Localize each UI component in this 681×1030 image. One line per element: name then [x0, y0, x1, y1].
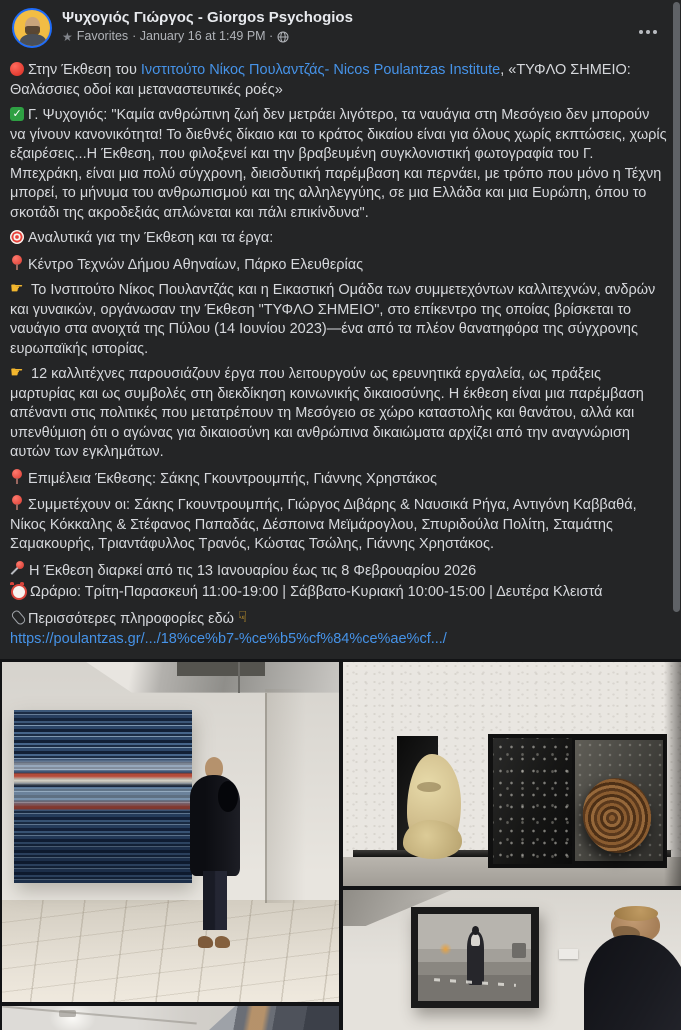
paragraph-text: Η Έκθεση διαρκεί από τις 13 Ιανουαρίου έως τις 8 Φεβρουαρίου 2026 — [29, 562, 477, 579]
speckled-panel — [493, 738, 572, 864]
paragraph-hours — [10, 582, 667, 603]
paragraph-text: Συμμετέχουν οι: Σάκης Γκουντρουμπής, Γιώργος Διβάρης & Ναυσικά Ρήγα, Αντιγόνη Καββαθά, Νίκος Κόκκαλης & Στέφανος Παπαδάς, Δέσποινα Μεϊμάρογλου, Σπυριδούλα Πολίτη, Σταμάτης Σαμακουρής, Τριαντάφυλλος Τρανός, Κώστας Τσώλης, Γιάννης Χρηστάκος. — [10, 497, 641, 552]
right-edge-shadow — [664, 662, 681, 886]
post-body — [0, 50, 681, 648]
photo-gallery-ceiling-strip[interactable] — [2, 1006, 339, 1030]
blue-striped-painting — [14, 710, 193, 883]
stone-tile-floor — [2, 900, 339, 1002]
photo-framed-photograph-viewer[interactable] — [343, 890, 681, 1030]
wall-shading — [265, 689, 339, 903]
ellipsis-icon — [639, 30, 643, 34]
alarm-clock-icon — [10, 582, 26, 598]
truck-silhouette — [512, 943, 526, 958]
visitor-brown-shoes — [198, 936, 229, 947]
timestamp: · January 16 at 1:49 PM · — [132, 29, 274, 43]
target-icon — [10, 230, 24, 244]
profile-name[interactable]: Ψυχογιός Γιώργος - Giorgos Psychogios — [62, 9, 353, 26]
globe-icon — [277, 31, 289, 43]
photo-man-viewing-blue-painting[interactable] — [2, 662, 339, 1002]
paragraph-curators — [10, 469, 667, 490]
textured-artwork-edge — [191, 1006, 339, 1030]
photo-collage — [0, 659, 681, 1030]
paragraph-participants — [10, 495, 667, 555]
paperclip-icon — [10, 609, 24, 625]
paragraph-artists-description — [10, 365, 667, 463]
black-metal-box — [488, 734, 667, 868]
pointing-down-icon — [238, 610, 255, 625]
pointing-right-icon — [10, 365, 27, 380]
institute-link[interactable]: Ινστιτούτο Νίκος Πουλαντζάς- Nicos Poulantzas Institute — [140, 62, 501, 78]
paragraph-text: 12 καλλιτέχνες παρουσιάζουν έργα που λειτουργούν ως ερευνητικά εργαλεία, ως πράξεις μαρτυρίας και ως συμβολές στη διεκδίκηση κοινωνικής δικαιοσύνης. Η έκθεση είναι μια παρέμβαση απέναντι στις πολιτικές που μετατρέπουν τη Μεσόγειο σε χώρο καταστολής και θανάτου, αλλά και υπενθύμιση ότι ο αγώνας για δικαιοσύνη και ανθρώπινα δικαιώματα αρχίζει από την αναγνώριση αυτών των εγκλημάτων. — [10, 366, 648, 460]
avatar[interactable] — [12, 8, 52, 48]
paragraph-dates — [10, 561, 667, 582]
visitor-black-coat — [190, 775, 240, 876]
paragraph-details-heading — [10, 229, 667, 249]
paragraph-text: Το Ινστιτούτο Νίκος Πουλαντζάς και η Εικαστική Ομάδα των συμμετεχόντων καλλιτεχνών, ανδρών και γυναικών, οργάνωσαν την Έκθεση "ΤΥΦΛΟ ΣΗΜΕΙΟ", στο επίκεντρο της οποίας βρίσκεται το ναυάγιο στα ανοιχτά της Πύλου (14 Ιουνίου 2023)—ένα από τα πλέον θανατηφόρα της σύγχρονης ευρωπαϊκής ιστορίας. — [10, 282, 660, 357]
viewer-figure — [590, 908, 681, 1030]
walking-figure — [467, 931, 484, 985]
ceiling-beam — [177, 662, 265, 676]
wall-corner-line — [265, 693, 267, 904]
paragraph-text: Αναλυτικά για την Έκθεση και τα έργα: — [28, 230, 274, 246]
ceiling-edge-line — [2, 1006, 197, 1025]
location-pin-icon — [10, 495, 24, 511]
avatar-shirt — [20, 34, 46, 48]
plaster-head-sculpture — [407, 754, 461, 855]
visitor-figure — [189, 757, 241, 947]
scrollbar-thumb[interactable] — [673, 2, 680, 612]
paragraph-text: , «ΤΥΦΛΟ ΣΗΜΕΙΟ: Θαλάσσιες οδοί και μεταναστευτικές ροές» — [10, 62, 635, 98]
pushpin-icon — [10, 561, 25, 577]
post-link-url[interactable]: https://poulantzas.gr/.../18%ce%b7-%ce%b5%cf%84%ce%ae%cf.../ — [10, 631, 447, 647]
paragraph-organizers — [10, 281, 667, 359]
favorites-label: Favorites — [76, 29, 129, 43]
paragraph-text: Περισσότερες πληροφορίες εδώ — [28, 610, 234, 627]
paragraph-text: Επιμέλεια Έκθεσης: Σάκης Γκουντρουμπής, Γιάννης Χρηστάκος — [28, 470, 438, 487]
wall-label — [559, 949, 578, 959]
viewer-black-jacket — [584, 935, 681, 1030]
location-pin-icon — [10, 255, 24, 271]
favorites-star-icon: ★ — [62, 29, 73, 44]
post-header — [0, 0, 681, 50]
location-pin-icon — [10, 469, 24, 485]
paragraph-exhibition-intro — [10, 61, 667, 100]
post-meta[interactable] — [62, 28, 667, 45]
check-icon — [10, 107, 24, 121]
paragraph-text: Στην Έκθεση του — [28, 62, 141, 78]
paragraph-text: Κέντρο Τεχνών Δήμου Αθηναίων, Πάρκο Ελευθερίας — [28, 256, 364, 273]
photo-sculpture-installation[interactable] — [343, 662, 681, 886]
black-picture-frame — [411, 907, 539, 1008]
paragraph-more-info — [10, 609, 667, 630]
paragraph-quote — [10, 106, 671, 223]
red-circle-icon — [10, 62, 24, 76]
visitor-legs — [203, 871, 227, 930]
light-track-rod — [238, 662, 240, 693]
more-options-button[interactable] — [637, 24, 665, 40]
paragraph-url — [10, 630, 667, 648]
paragraph-text: Γ. Ψυχογιός: "Καμία ανθρώπινη ζωή δεν μετράει λιγότερο, τα ναυάγια στη Μεσόγειο δεν μπορούν να γίνουν κανονικότητα! Το διεθνές δίκαιο και το κράτος δικαίου είναι για όλους χωρίς εκπτώσεις, χωρίς εξαιρέσεις...Η Έκθεση, που φιλοξενεί και την βραβευμένη συγκλονιστική φωτογραφία του Γ. Μπεχράκη, είναι μια πολύ σύγχρονη, διεισδυτική παρέμβαση και περνάει, με τρόπο που μόνο η Τέχνη μπορεί, το μήνυμα του ανθρωπισμού και της αλληλεγγύης, σε μια Ελλάδα και μια Ευρώπη, όπου το σκοτάδι της ακροδεξιάς απλώνεται και πάλι επικίνδυνα". — [10, 107, 671, 221]
pointing-right-icon — [10, 281, 27, 296]
paragraph-venue — [10, 255, 667, 276]
paragraph-text: Ωράριο: Τρίτη-Παρασκευή 11:00-19:00 | Σάββατο-Κυριακή 10:00-15:00 | Δευτέρα Κλειστά — [30, 584, 603, 600]
orange-light — [439, 943, 452, 955]
